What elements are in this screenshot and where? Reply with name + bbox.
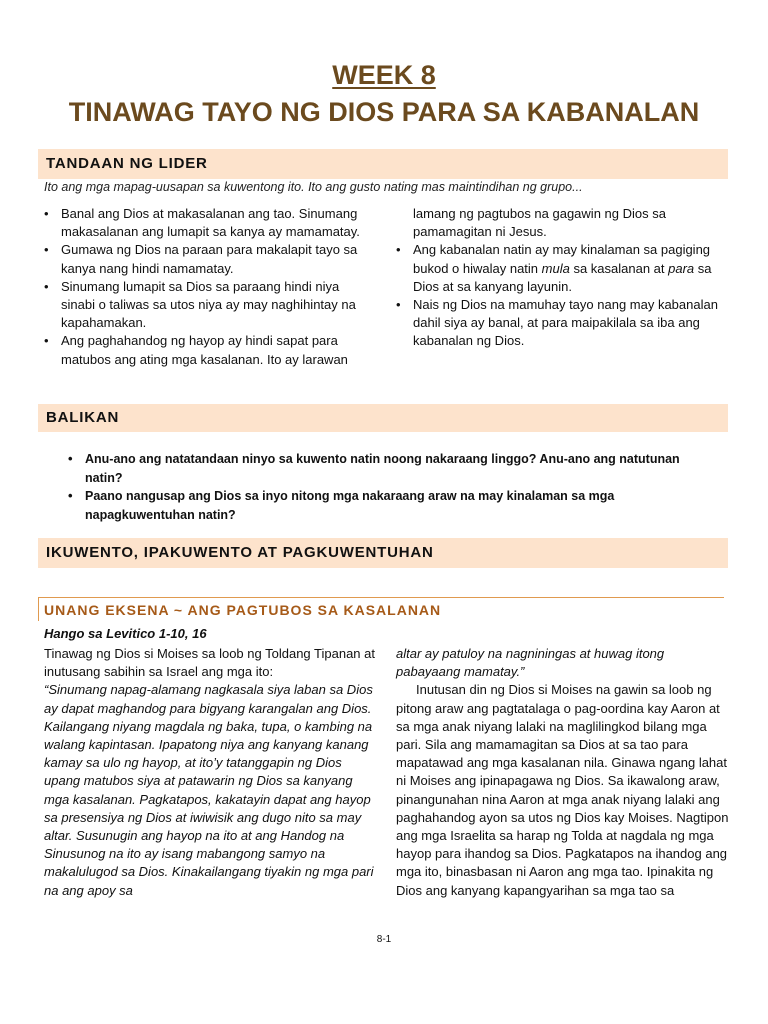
question-item: • Anu-ano ang natatandaan ninyo sa kuwento natin noong nakaraang linggo? Anu-ano ang natutunan natin? xyxy=(68,450,708,487)
list-item: • Sinumang lumapit sa Dios sa paraang hindi niya sinabi o taliwas sa utos niya ay may naghihintay na kapahamakan. xyxy=(44,278,374,333)
question-item: • Paano nangusap ang Dios sa inyo nitong mga nakaraang araw na may kinalaman sa mga napagkuwentuhan natin? xyxy=(68,487,708,524)
tandaan-list-right xyxy=(396,205,736,351)
list-item: • Nais ng Dios na mamuhay tayo nang may kabanalan dahil siya ay banal, at para maipakilala sa iba ang kabanalan ng Dios. xyxy=(396,296,736,351)
scripture-source: Hango sa Levitico 1-10, 16 xyxy=(44,626,207,641)
list-item xyxy=(396,241,736,296)
list-item-text: sa Dios at sa kanyang layunin. xyxy=(413,260,712,294)
tandaan-intro: Ito ang mga mapag-uusapan sa kuwentong ito. Ito ang gusto nating mas maintindihan ng grupo... xyxy=(44,180,583,194)
story-text: Inutusan din ng Dios si Moises na gawin sa loob ng pitong araw ang pagtatalaga o pag-oordina kay Aaron at sa mga anak niyang lalaki na maglilingkod bilang mga pari. Sila ang mamamagitan sa Dios at sa tao para mapatawad ang mga kasalanan nila. Ginawa ngang lahat ni Moises ang ipinapagawa ng Dios. Sa ikawalong araw, pinangunahan nina Aaron at mga anak niyang lalaki ang paghahandog ayon sa utos ng Dios kay Moises. Nagtipon ang mga Israelita sa harap ng Tolda at nagdala ng mga hayop para ihandog sa Dios. Pagkatapos na ihandog ang mga ito, binasbasan ni Aaron ang mga tao. Ipinakita ng Dios ang kanyang kapangyarihan sa mga tao sa xyxy=(396,682,729,898)
list-item-text: Ang kabanalan natin ay may kinalaman sa pagiging bukod o hiwalay natin xyxy=(413,242,711,276)
list-item-text: sa kasalanan at xyxy=(569,260,669,276)
story-text: Tinawag ng Dios si Moises sa loob ng Toldang Tipanan at inutusang sabihin sa Israel ang mga ito: xyxy=(44,646,375,680)
emphasis-mula: mula xyxy=(541,260,570,276)
scene-heading: UNANG EKSENA ~ ANG PAGTUBOS SA KASALANAN xyxy=(38,597,724,621)
balikan-questions xyxy=(68,450,708,524)
list-item: • Banal ang Dios at makasalanan ang tao. Sinumang makasalanan ang lumapit sa kanya ay mamamatay. xyxy=(44,205,374,241)
story-column-left xyxy=(44,645,379,900)
story-quote-continued: altar ay patuloy na nagniningas at huwag itong pabayaang mamatay.” xyxy=(396,646,665,680)
story-quote: “Sinumang napag-alamang nagkasala siya laban sa Dios ay dapat maghandog para bigyang karangalan ang Dios. Kailangang niyang magdala ng baka, tupa, o kambing na walang kapintasan. Ipapatong niya ang kanyang kanang kamay sa ulo ng hayop, at ito’y tatanggapin ng Dios upang matubos siya at patawarin ng Dios sa kanyang mga kasalanan. Pagkatapos, kakatayin dapat ang hayop sa presensiya ng Dios at iwiwisik ang dugo nito sa may altar. Susunugin ang hayop na ito at ang Handog na Sinusunog na ito ay isang mabangong samyo na makalulugod sa Dios. Kinakailangang tiyakin ng mga pari na ang apoy sa xyxy=(44,682,374,898)
week-label: WEEK 8 xyxy=(332,60,436,90)
story-column-right xyxy=(396,645,731,900)
page-title: TINAWAG TAYO NG DIOS PARA SA KABANALAN xyxy=(68,97,700,127)
emphasis-para: para xyxy=(668,260,695,276)
tandaan-list-left xyxy=(44,205,374,369)
list-item-continuation: lamang ng pagtubos na gagawin ng Dios sa pamamagitan ni Jesus. xyxy=(413,206,666,240)
list-item: • Ang paghahandog ng hayop ay hindi sapat para matubos ang ating mga kasalanan. Ito ay larawan xyxy=(44,332,374,368)
page-number: 8-1 xyxy=(376,934,392,945)
list-item: • Gumawa ng Dios na paraan para makalapit tayo sa kanya nang hindi namamatay. xyxy=(44,241,374,277)
section-heading-tandaan: TANDAAN NG LIDER xyxy=(38,149,728,179)
section-heading-ikuwento: IKUWENTO, IPAKUWENTO AT PAGKUWENTUHAN xyxy=(38,538,728,568)
section-heading-balikan: BALIKAN xyxy=(38,404,728,432)
